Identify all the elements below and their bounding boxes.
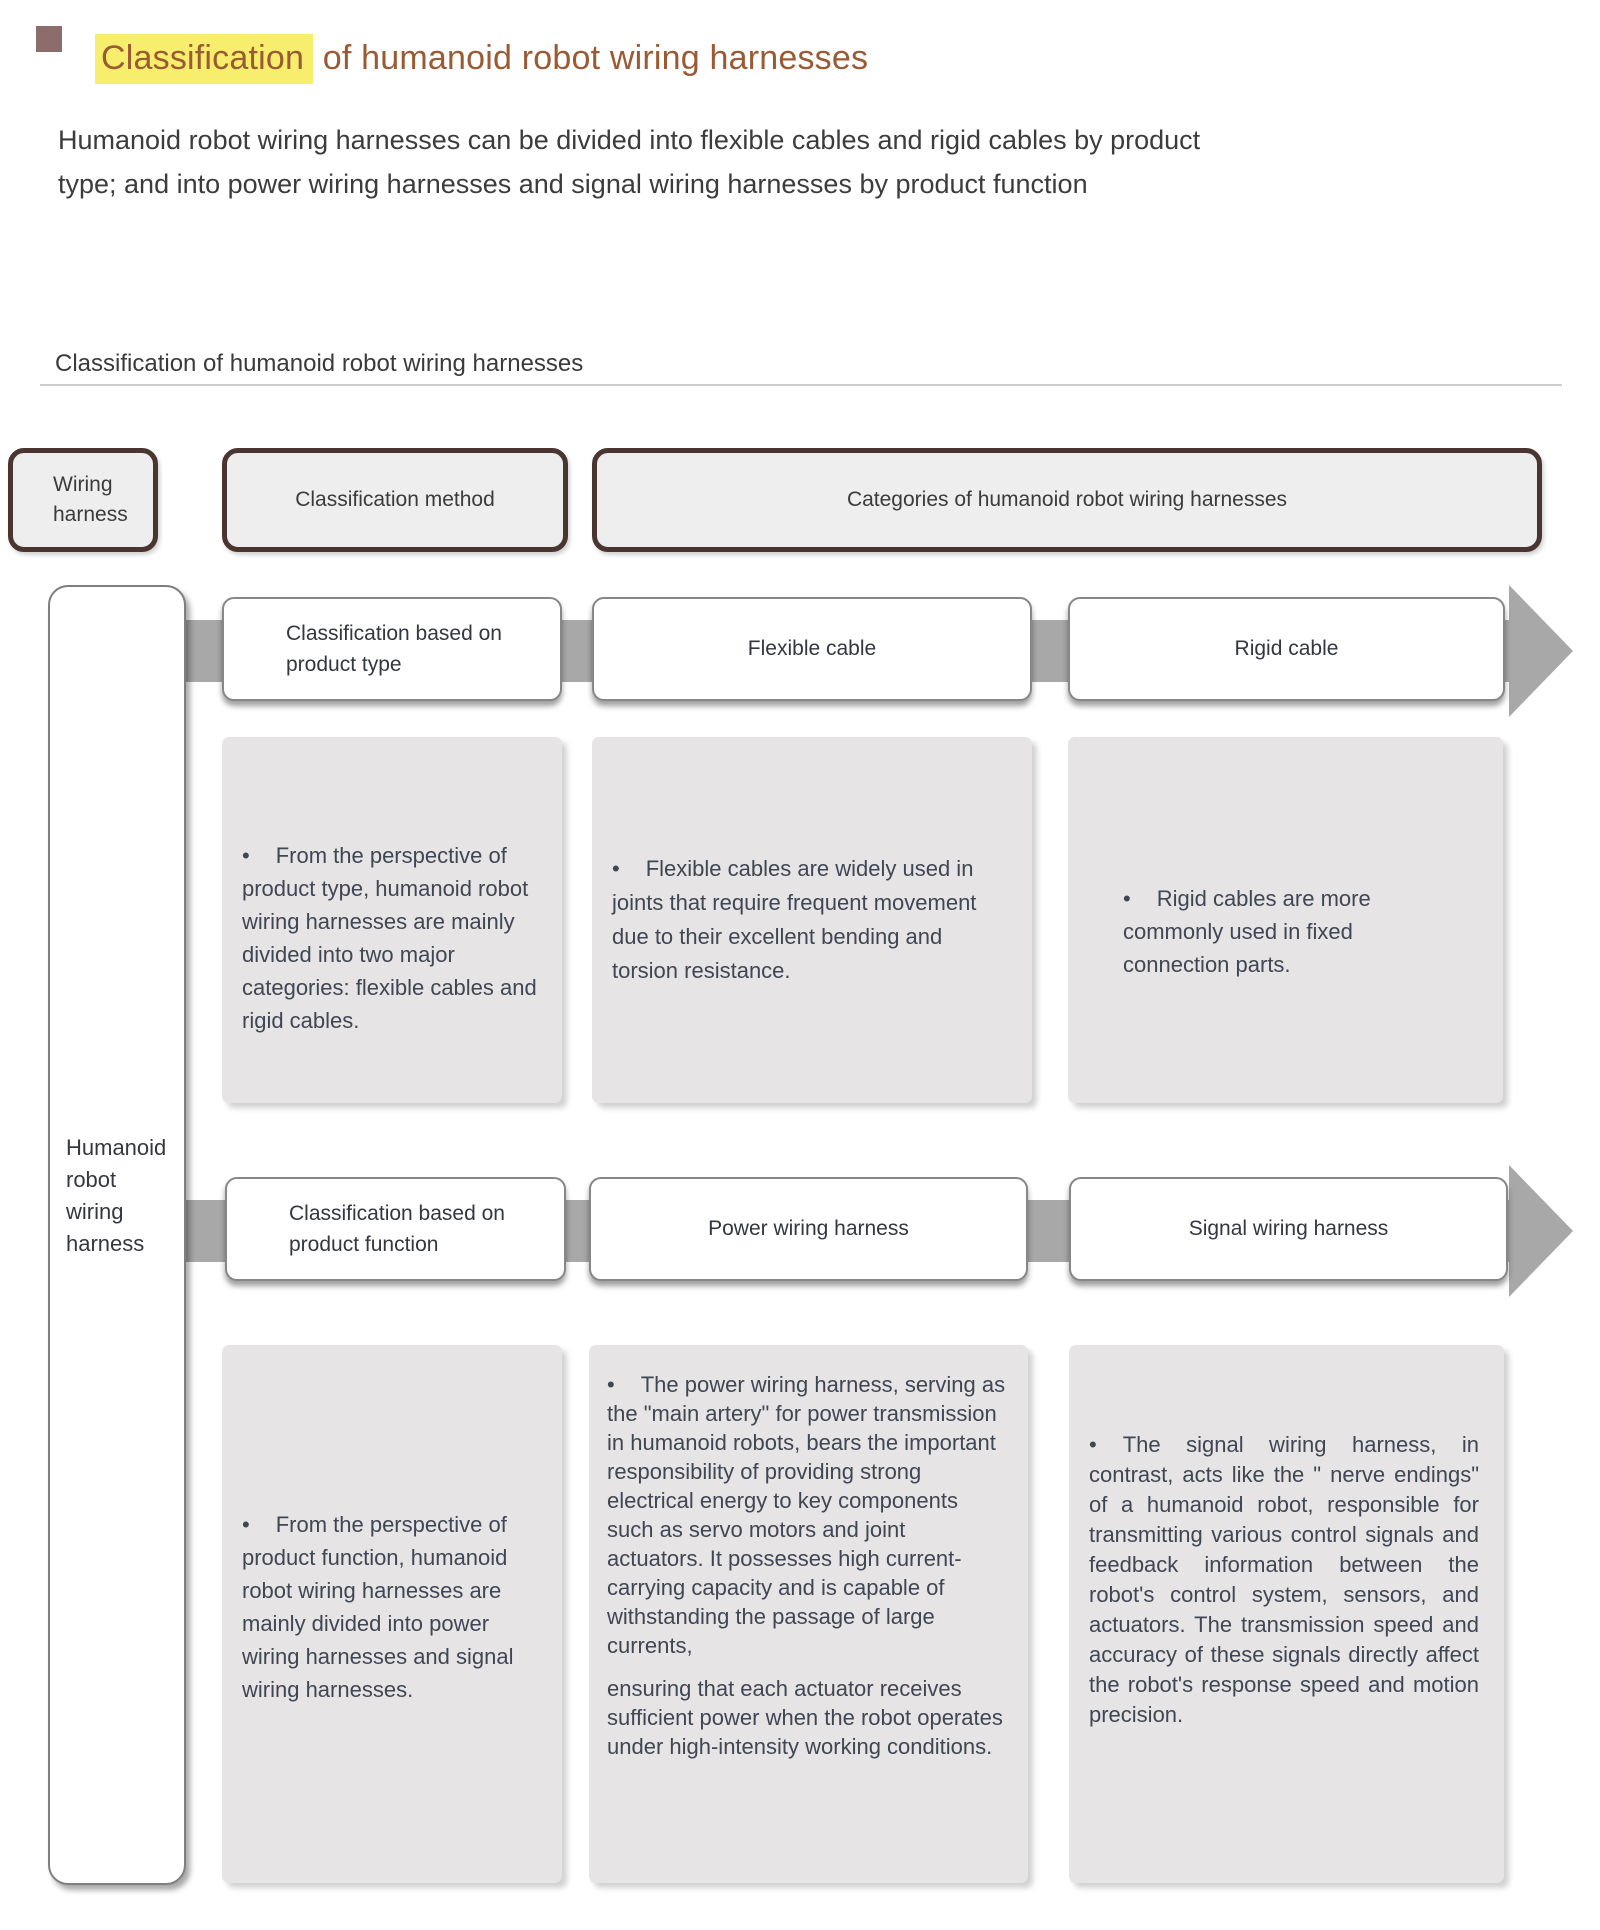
- node-label: Signal wiring harness: [1188, 1217, 1389, 1241]
- header-box-wiring-harness: [8, 448, 158, 552]
- bullet-icon: •: [242, 843, 250, 868]
- desc-text: [242, 1508, 526, 1706]
- desc-text: [1089, 1430, 1479, 1730]
- desc-box-signal-wiring-harness: [1069, 1345, 1504, 1883]
- node-label: Classification based on product function: [289, 1201, 505, 1256]
- bullet-icon: •: [242, 1512, 250, 1537]
- intro-paragraph: Humanoid robot wiring harnesses can be divided into flexible cables and rigid cables by product type; and into power wiring harnesses and signal wiring harnesses by product function: [58, 125, 1201, 199]
- desc-text-continued: ensuring that each actuator receives sufficient power when the robot operates under high-intensity working conditions.: [607, 1676, 1003, 1759]
- node-label: Flexible cable: [747, 637, 877, 661]
- root-node-label: Humanoid robot wiring harness: [66, 1135, 167, 1256]
- desc-box-power-wiring-harness: [589, 1345, 1028, 1883]
- title-rest: of humanoid robot wiring harnesses: [313, 38, 869, 77]
- node-power-wiring-harness: [589, 1177, 1028, 1281]
- desc-body: From the perspective of product function, humanoid robot wiring harnesses are mainly divided into power wiring harnesses and signal wiring harnesses.: [242, 1512, 514, 1702]
- desc-body: Rigid cables are more commonly used in fixed connection parts.: [1123, 886, 1371, 977]
- arrowhead-row1-icon: [1509, 585, 1573, 717]
- diagram-caption: Classification of humanoid robot wiring harnesses: [55, 350, 584, 377]
- node-classification-by-product-type: [222, 597, 562, 701]
- section-square-bullet-icon: [36, 26, 62, 52]
- node-label: Classification based on product type: [286, 621, 502, 676]
- header-label: Categories of humanoid robot wiring harnesses: [846, 488, 1288, 511]
- node-rigid-cable: [1068, 597, 1505, 701]
- desc-text: [242, 839, 546, 1037]
- desc-box-flexible-cable: [592, 737, 1032, 1103]
- desc-box-rigid-cable: [1068, 737, 1503, 1103]
- arrowhead-row2-icon: [1509, 1165, 1573, 1297]
- caption-underline-rule: [40, 384, 1562, 386]
- desc-body: The power wiring harness, serving as the "main artery" for power transmission in humanoid robots, bears the important responsibility of providing strong electrical energy to key components such as servo motors and joint actuators. It possesses high current-carrying capacity and is capable of withstanding the passage of large currents,: [607, 1372, 1006, 1658]
- desc-box-product-function: [222, 1345, 562, 1883]
- page-title: [95, 39, 868, 78]
- desc-text: [1123, 882, 1423, 981]
- node-label: Power wiring harness: [708, 1217, 909, 1241]
- bullet-icon: •: [607, 1372, 615, 1397]
- header-label: Wiring harness: [53, 472, 128, 526]
- desc-text: [612, 852, 1012, 988]
- node-signal-wiring-harness: [1069, 1177, 1508, 1281]
- node-flexible-cable: [592, 597, 1032, 701]
- bullet-icon: •: [612, 856, 620, 881]
- bullet-icon: •: [1089, 1432, 1097, 1457]
- desc-text: [607, 1370, 1006, 1660]
- header-box-classification-method: [222, 448, 568, 552]
- desc-box-product-type: [222, 737, 562, 1103]
- desc-body: The signal wiring harness, in contrast, acts like the " nerve endings" of a humanoid robot, responsible for transmitting various control signals and feedback information between the robot's control system, sensors, and actuators. The transmission speed and accuracy of these signals directly affect the robot's response speed and motion precision.: [1089, 1432, 1479, 1727]
- header-label: Classification method: [295, 488, 495, 511]
- bullet-icon: •: [1123, 886, 1131, 911]
- root-node-humanoid-robot-wiring-harness: [48, 585, 186, 1885]
- desc-body: From the perspective of product type, humanoid robot wiring harnesses are mainly divided into two major categories: flexible cables and rigid cables.: [242, 843, 537, 1033]
- title-highlight: Classification: [95, 34, 313, 84]
- header-box-categories: [592, 448, 1542, 552]
- desc-body: Flexible cables are widely used in joints that require frequent movement due to their excellent bending and torsion resistance.: [612, 856, 977, 983]
- node-classification-by-product-function: [225, 1177, 566, 1281]
- node-label: Rigid cable: [1234, 637, 1339, 661]
